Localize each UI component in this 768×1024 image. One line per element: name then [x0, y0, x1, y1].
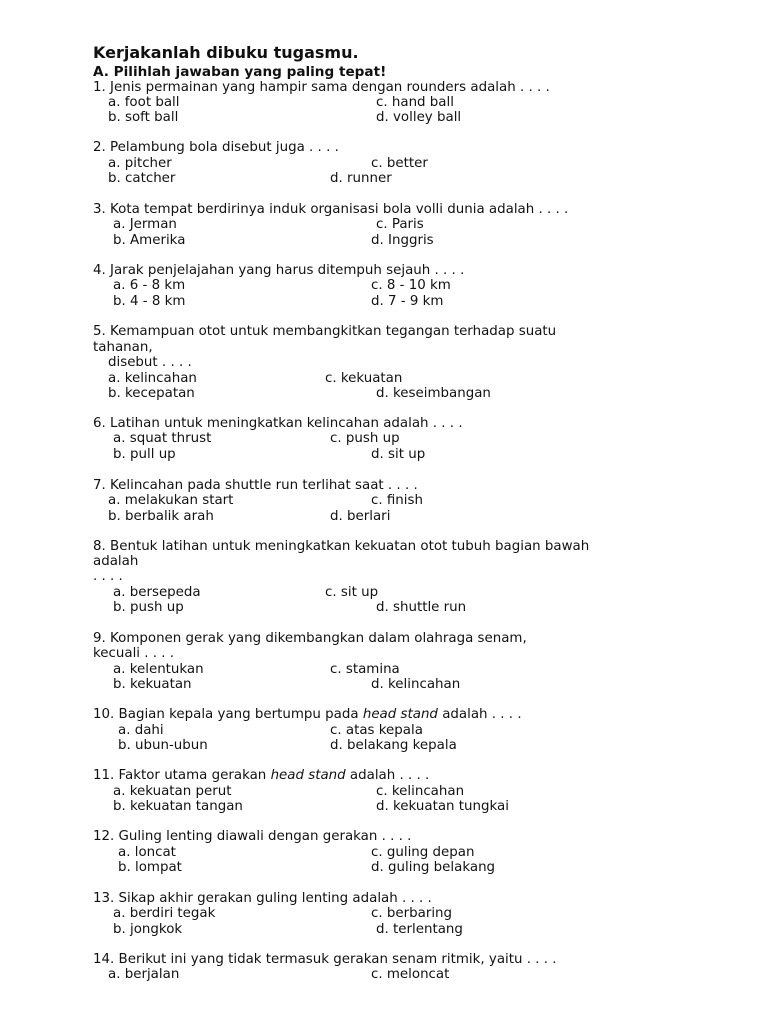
option-12a: a. loncat	[118, 845, 176, 860]
question-10-emphasis: head stand	[362, 707, 438, 722]
option-9a: a. kelentukan	[113, 662, 204, 677]
option-1b: b. soft ball	[108, 110, 179, 125]
option-10c: c. atas kepala	[330, 723, 423, 738]
option-13b: b. jongkok	[113, 922, 183, 937]
option-1c: c. hand ball	[376, 95, 454, 110]
option-9d: d. kelincahan	[371, 677, 461, 692]
option-2d: d. runner	[330, 171, 392, 186]
option-13a: a. berdiri tegak	[113, 906, 216, 921]
option-7c: c. finish	[371, 493, 423, 508]
question-1: 1. Jenis permainan yang hampir sama dengan rounders adalah . . . .	[93, 80, 550, 95]
question-11-emphasis: head stand	[270, 768, 346, 783]
question-10-text-a: 10. Bagian kepala yang bertumpu pada	[93, 707, 363, 722]
option-13d: d. terlentang	[376, 922, 463, 937]
question-9-line2: kecuali . . . .	[93, 646, 175, 661]
question-5: 5. Kemampuan otot untuk membangkitkan tegangan terhadap suatu	[93, 324, 557, 339]
option-12c: c. guling depan	[371, 845, 475, 860]
option-5a: a. kelincahan	[108, 371, 197, 386]
option-13c: c. berbaring	[371, 906, 453, 921]
option-11c: c. kelincahan	[376, 784, 465, 799]
option-7b: b. berbalik arah	[108, 509, 214, 524]
option-8b: b. push up	[113, 600, 184, 615]
question-9: 9. Komponen gerak yang dikembangkan dalam olahraga senam,	[93, 631, 527, 646]
option-4c: c. 8 - 10 km	[371, 278, 451, 293]
question-11-text-a: 11. Faktor utama gerakan	[93, 768, 271, 783]
option-3b: b. Amerika	[113, 233, 186, 248]
option-2b: b. catcher	[108, 171, 176, 186]
option-8a: a. bersepeda	[113, 585, 201, 600]
option-10a: a. dahi	[118, 723, 164, 738]
option-10b: b. ubun-ubun	[118, 738, 208, 753]
question-11-text-b: adalah . . . .	[345, 768, 430, 783]
option-11b: b. kekuatan tangan	[113, 799, 243, 814]
option-8c: c. sit up	[325, 585, 379, 600]
option-2c: c. better	[371, 156, 428, 171]
option-5c: c. kekuatan	[325, 371, 403, 386]
section-heading: A. Pilihlah jawaban yang paling tepat!	[93, 64, 387, 80]
question-12: 12. Guling lenting diawali dengan gerakan . . . .	[93, 829, 412, 844]
option-14a: a. berjalan	[108, 967, 180, 982]
question-8: 8. Bentuk latihan untuk meningkatkan kekuatan otot tubuh bagian bawah	[93, 539, 590, 554]
option-11d: d. kekuatan tungkai	[376, 799, 509, 814]
option-5b: b. kecepatan	[108, 386, 195, 401]
option-1d: d. volley ball	[376, 110, 462, 125]
option-7d: d. berlari	[330, 509, 391, 524]
option-2a: a. pitcher	[108, 156, 172, 171]
question-14: 14. Berikut ini yang tidak termasuk gerakan senam ritmik, yaitu . . . .	[93, 952, 557, 967]
question-2: 2. Pelambung bola disebut juga . . . .	[93, 140, 339, 155]
question-5-line2: tahanan,	[93, 340, 153, 355]
option-1a: a. foot ball	[108, 95, 180, 110]
question-7: 7. Kelincahan pada shuttle run terlihat saat . . . .	[93, 478, 418, 493]
option-4a: a. 6 - 8 km	[113, 278, 186, 293]
option-3d: d. Inggris	[371, 233, 434, 248]
option-6d: d. sit up	[371, 447, 426, 462]
question-10-text-b: adalah . . . .	[437, 707, 522, 722]
option-9c: c. stamina	[330, 662, 400, 677]
option-4d: d. 7 - 9 km	[371, 294, 444, 309]
question-5-line3: disebut . . . .	[108, 355, 192, 370]
option-6a: a. squat thrust	[113, 431, 212, 446]
option-9b: b. kekuatan	[113, 677, 192, 692]
option-6b: b. pull up	[113, 447, 176, 462]
option-11a: a. kekuatan perut	[113, 784, 232, 799]
question-13: 13. Sikap akhir gerakan guling lenting adalah . . . .	[93, 891, 432, 906]
option-12d: d. guling belakang	[371, 860, 496, 875]
option-6c: c. push up	[330, 431, 400, 446]
question-10	[93, 707, 522, 723]
question-4: 4. Jarak penjelajahan yang harus ditempuh sejauh . . . .	[93, 263, 465, 278]
option-7a: a. melakukan start	[108, 493, 234, 508]
option-4b: b. 4 - 8 km	[113, 294, 186, 309]
option-8d: d. shuttle run	[376, 600, 467, 615]
option-14c: c. meloncat	[371, 967, 450, 982]
page-title: Kerjakanlah dibuku tugasmu.	[93, 43, 359, 62]
question-8-line3: . . . .	[93, 569, 123, 584]
question-3: 3. Kota tempat berdirinya induk organisasi bola volli dunia adalah . . . .	[93, 202, 569, 217]
option-3a: a. Jerman	[113, 217, 177, 232]
option-5d: d. keseimbangan	[376, 386, 491, 401]
option-3c: c. Paris	[376, 217, 424, 232]
question-11	[93, 768, 429, 784]
option-10d: d. belakang kepala	[330, 738, 457, 753]
question-6: 6. Latihan untuk meningkatkan kelincahan adalah . . . .	[93, 416, 463, 431]
option-12b: b. lompat	[118, 860, 182, 875]
question-8-line2: adalah	[93, 554, 139, 569]
